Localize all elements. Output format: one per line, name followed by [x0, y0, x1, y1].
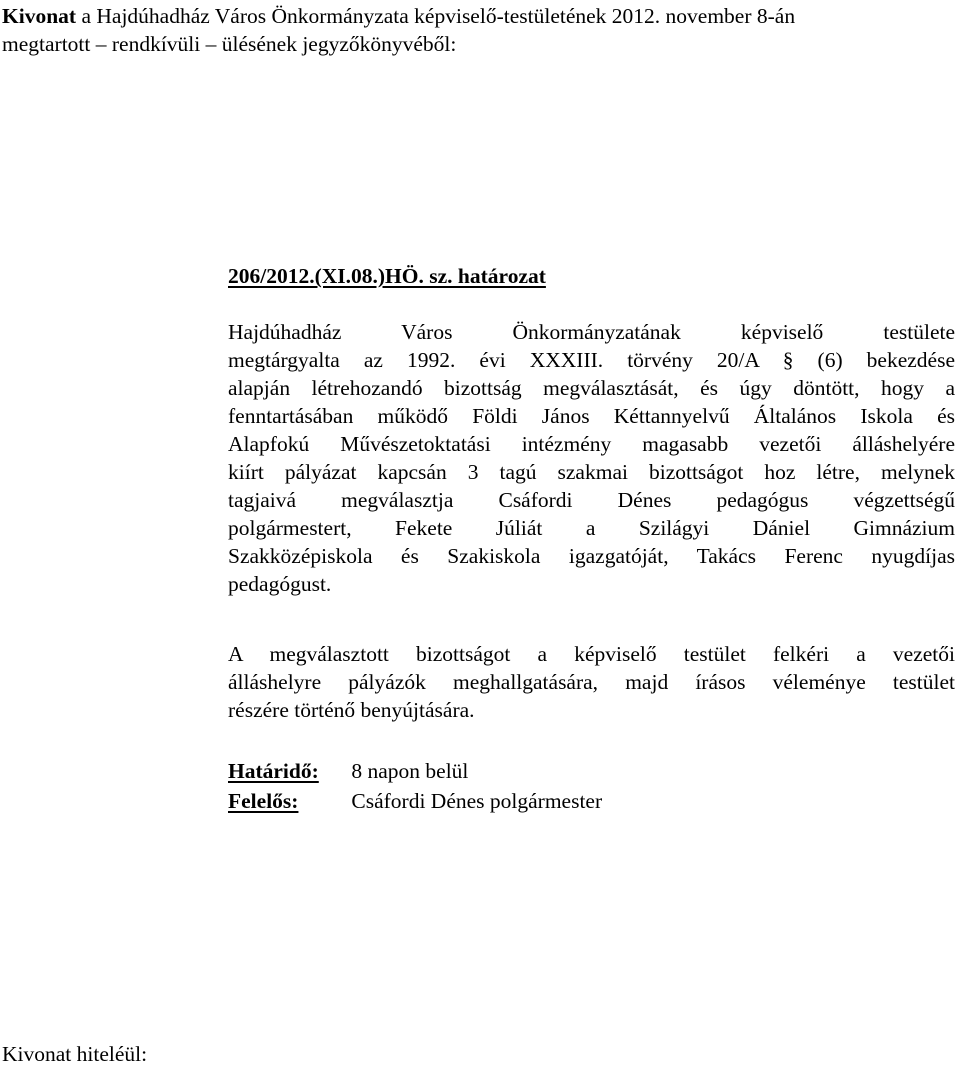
deadline-row: [228, 757, 602, 787]
paragraph-line: tagjaivá megválasztja Csáfordi Dénes pedagógus végzettségű: [228, 488, 955, 512]
resolution-meta: [228, 757, 602, 817]
deadline-label: Határidő:: [228, 759, 319, 783]
paragraph-line: Szakközépiskola és Szakiskola igazgatóját, Takács Ferenc nyugdíjas: [228, 544, 955, 568]
document-header: [2, 2, 952, 58]
paragraph-line: fenntartásában működő Földi János Kéttannyelvű Általános Iskola és: [228, 404, 955, 428]
certification-footer: Kivonat hiteléül:: [2, 1042, 148, 1066]
header-line-1: [2, 2, 952, 30]
responsible-label: Felelős:: [228, 789, 299, 813]
resolution-paragraph-2: [228, 640, 955, 724]
paragraph-line: kiírt pályázat kapcsán 3 tagú szakmai bizottságot hoz létre, melynek: [228, 460, 955, 484]
resolution-paragraph-1: [228, 318, 955, 598]
paragraph-line: alapján létrehozandó bizottság megválasztását, és úgy döntött, hogy a: [228, 376, 955, 400]
responsible-row: [228, 787, 602, 817]
resolution-title: 206/2012.(XI.08.)HÖ. sz. határozat: [228, 264, 546, 288]
header-line-2: megtartott – rendkívüli – ülésének jegyzőkönyvéből:: [2, 32, 457, 56]
paragraph-line: álláshelyre pályázók meghallgatására, majd írásos véleménye testület: [228, 670, 955, 694]
paragraph-line: A megválasztott bizottságot a képviselő testület felkéri a vezetői: [228, 642, 955, 666]
paragraph-line: Alapfokú Művészetoktatási intézmény magasabb vezetői álláshelyére: [228, 432, 955, 456]
deadline-value: 8 napon belül: [346, 759, 469, 783]
paragraph-line: megtárgyalta az 1992. évi XXXIII. törvény 20/A § (6) bekezdése: [228, 348, 955, 372]
paragraph-line: pedagógust.: [228, 572, 332, 596]
paragraph-line: polgármestert, Fekete Júliát a Szilágyi Dániel Gimnázium: [228, 516, 955, 540]
header-line-1-text: a Hajdúhadház Város Önkormányzata képviselő-testületének 2012. november 8-án: [76, 4, 796, 28]
responsible-value: Csáfordi Dénes polgármester: [346, 789, 603, 813]
header-bold-prefix: Kivonat: [2, 4, 77, 28]
paragraph-line: részére történő benyújtására.: [228, 698, 475, 722]
paragraph-line: Hajdúhadház Város Önkormányzatának képviselő testülete: [228, 320, 955, 344]
